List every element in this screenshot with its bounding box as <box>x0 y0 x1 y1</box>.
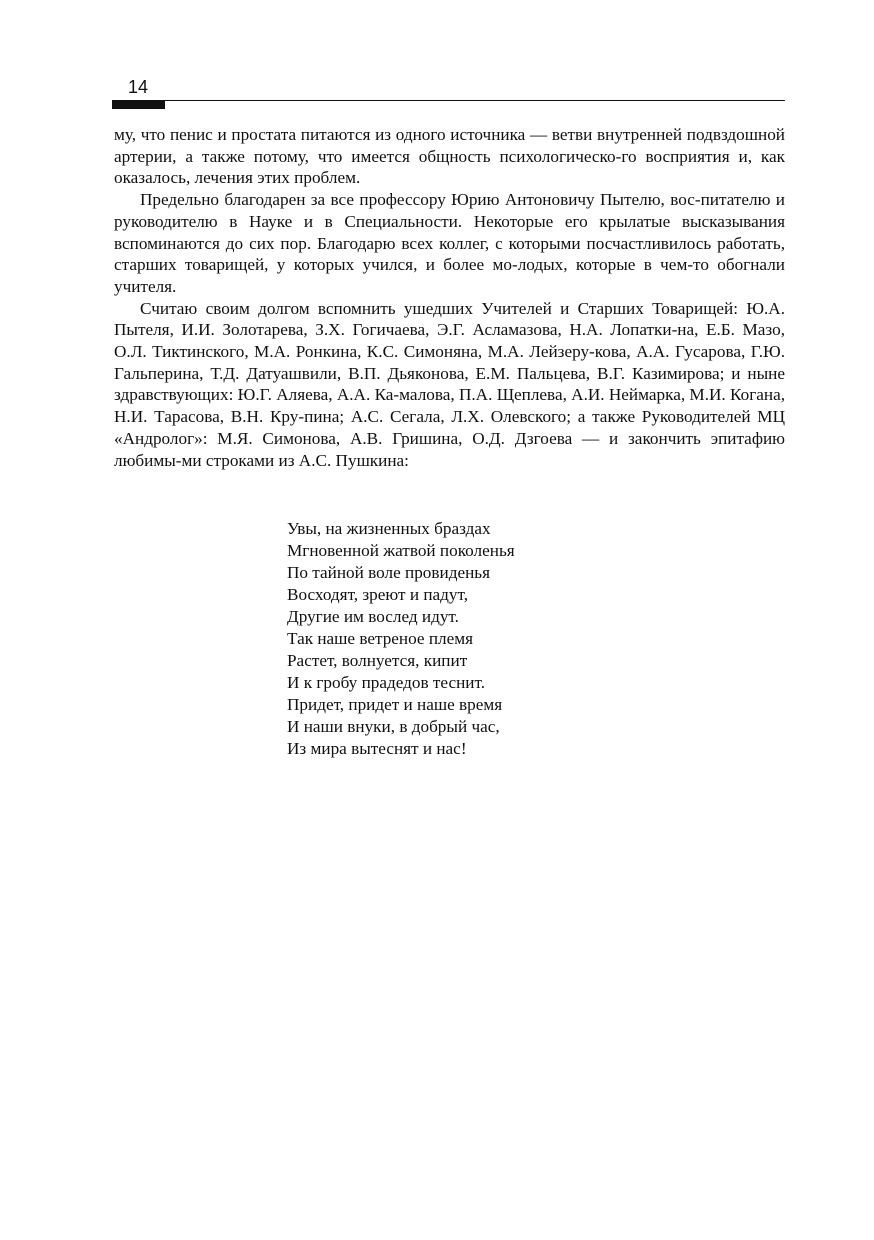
paragraph-teachers: Считаю своим долгом вспомнить ушедших Учителей и Старших Товарищей: Ю.А. Пытеля, И.И. Золотарева, З.Х. Гогичаева, Э.Г. Асламазова, Н.А. Лопатки-на, Е.Б. Мазо, О.Л. Тиктинского, М.А. Ронкина, К.С. Симоняна, М.А. Лейзеру-кова, А.А. Гусарова, Г.Ю. Гальперина, Т.Д. Датуашвили, В.П. Дьяконова, Е.М. Пальцева, В.Г. Казимирова; и ныне здравствующих: Ю.Г. Аляева, А.А. Ка-малова, П.А. Щеплева, А.И. Неймарка, М.И. Когана, Н.И. Тарасова, В.Н. Кру-пина; А.С. Сегала, Л.Х. Олевского; а также Руководителей МЦ «Андролог»: М.Я. Симонова, А.В. Гришина, О.Д. Дзгоева — и закончить эпитафию любимы-ми строками из А.С. Пушкина: <box>114 298 786 470</box>
paragraph-gratitude: Предельно благодарен за все профессору Юрию Антоновичу Пытелю, вос-питателю и руководителю в Науке и в Специальности. Некоторые его крылатые высказывания вспоминаются до сих пор. Благодарю всех коллег, с которыми посчастливилось работать, старших товарищей, у которых учился, и более мо-лодых, которые в чем-то обогнали учителя. <box>114 190 785 296</box>
poem-line: И к гробу прадедов теснит. <box>287 673 485 692</box>
poem-line: Восходят, зреют и падут, <box>287 585 468 604</box>
poem-line: Из мира вытеснят и нас! <box>287 739 467 758</box>
poem-line: И наши внуки, в добрый час, <box>287 717 500 736</box>
poem-line: Мгновенной жатвой поколенья <box>287 541 515 560</box>
poem-line: По тайной воле провиденья <box>287 563 491 582</box>
header-rule <box>112 100 785 101</box>
poem-line: Другие им вослед идут. <box>287 607 459 626</box>
poem-line: Растет, волнуется, кипит <box>287 651 468 670</box>
paragraph-continuation: му, что пенис и простата питаются из одного источника — ветви внутренней подвздошной артерии, а также потому, что имеется общность психологическо-го восприятия и, как оказалось, лечения этих проблем. <box>114 125 785 188</box>
poem-line: Увы, на жизненных браздах <box>287 519 491 538</box>
poem <box>287 518 515 760</box>
poem-line: Придет, придет и наше время <box>287 695 503 714</box>
body-text <box>114 124 785 471</box>
header-bar <box>112 100 165 109</box>
poem-line: Так наше ветреное племя <box>287 629 474 648</box>
page-number: 14 <box>128 77 149 97</box>
